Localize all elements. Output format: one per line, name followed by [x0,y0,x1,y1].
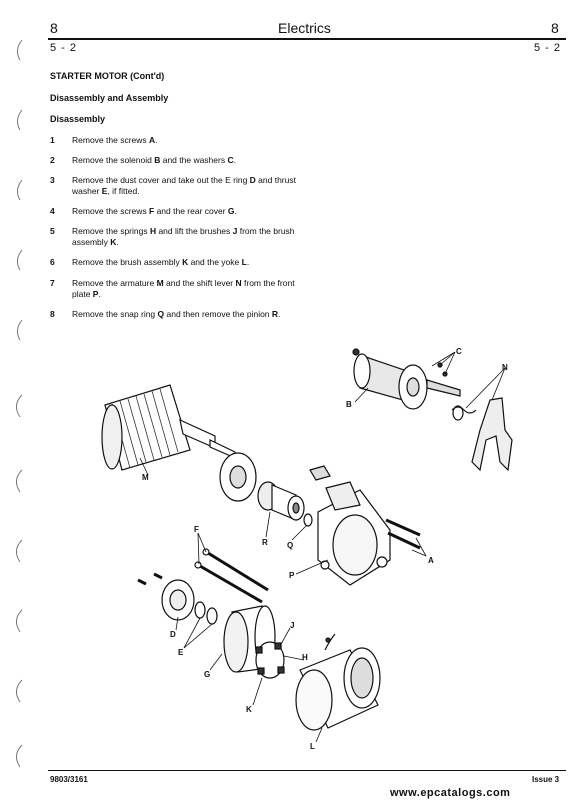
label-M: M [142,473,149,482]
step-text: Remove the brush assembly K and the yoke L. [72,257,250,267]
label-K: K [246,705,252,714]
step-number: 1 [50,135,55,145]
step-number: 7 [50,278,55,288]
step-8 [50,309,300,320]
step-1 [50,135,300,146]
step-text: Remove the solenoid B and the washers C. [72,155,236,165]
step-number: 2 [50,155,55,165]
front-plate-part [318,482,390,585]
step-text: Remove the screws F and the rear cover G. [72,206,237,216]
step-7 [50,278,300,300]
shift-lever-part [472,398,512,470]
step-number: 4 [50,206,55,216]
yoke-part [296,634,380,730]
pinion-part [258,482,304,520]
label-J: J [290,621,295,630]
footer-rule [48,770,566,771]
step-text: Remove the screws A. [72,135,158,145]
step-4 [50,206,300,217]
section-subsubheading: Disassembly [50,114,106,124]
step-text: Remove the springs H and lift the brushes J from the brush assembly K. [72,226,295,247]
section-number-right: 8 [551,20,559,36]
label-H: H [302,653,308,662]
brush-holder-part [256,642,284,678]
step-number: 6 [50,257,55,267]
label-L: L [310,742,315,751]
step-text: Remove the armature M and the shift lever N from the front plate P. [72,278,295,299]
step-3 [50,175,300,197]
step-number: 8 [50,309,55,319]
label-R: R [262,538,268,547]
label-G: G [204,670,211,679]
page-number-left: 5 - 2 [50,42,78,54]
page-title: Electrics [278,20,331,36]
exploded-diagram [0,330,584,770]
step-6 [50,257,300,268]
section-number-left: 8 [50,20,58,36]
label-C: C [456,347,462,356]
label-D: D [170,630,176,639]
watermark: www.epcatalogs.com [390,787,511,799]
issue-number: Issue 3 [532,775,560,784]
step-5 [50,226,300,248]
section-subheading: Disassembly and Assembly [50,93,169,103]
label-P: P [289,571,295,580]
label-B: B [346,400,352,409]
solenoid-part [353,349,460,409]
step-text: Remove the snap ring Q and then remove the pinion R. [72,309,281,319]
label-Q: Q [287,541,294,550]
label-F: F [194,525,199,534]
label-N: N [502,363,508,372]
page-number-right: 5 - 2 [534,42,562,54]
document-number: 9803/3161 [50,775,88,784]
section-heading: STARTER MOTOR (Cont'd) [50,71,165,81]
label-E: E [178,648,184,657]
step-number: 5 [50,226,55,236]
step-number: 3 [50,175,55,185]
label-A: A [428,556,434,565]
step-2 [50,155,300,166]
armature-part [102,385,235,470]
header-rule [48,38,566,40]
step-text: Remove the dust cover and take out the E ring D and thrust washer E, if fitted. [72,175,296,196]
